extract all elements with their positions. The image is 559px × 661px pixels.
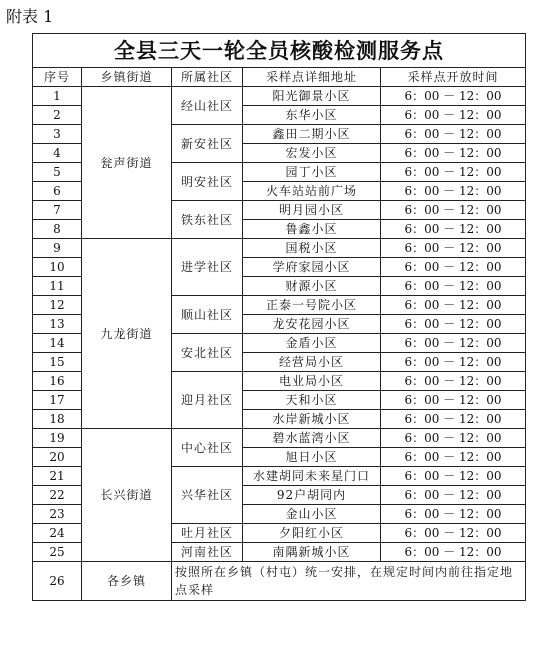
time-cell: 6：00 － 12：00 [381, 410, 526, 429]
table-row [33, 429, 526, 448]
address-cell: 旭日小区 [243, 448, 381, 467]
address-cell: 财源小区 [243, 277, 381, 296]
address-cell: 园丁小区 [243, 163, 381, 182]
header-no: 序号 [33, 68, 82, 87]
time-cell: 6：00 － 12：00 [381, 486, 526, 505]
address-cell: 阳光御景小区 [243, 87, 381, 106]
time-cell: 6：00 － 12：00 [381, 220, 526, 239]
time-cell: 6：00 － 12：00 [381, 429, 526, 448]
annex-label: 附表 1 [6, 7, 54, 26]
time-cell: 6：00 － 12：00 [381, 372, 526, 391]
time-cell: 6：00 － 12：00 [381, 467, 526, 486]
address-cell: 正泰一号院小区 [243, 296, 381, 315]
time-cell: 6：00 － 12：00 [381, 163, 526, 182]
row-number: 24 [33, 524, 82, 543]
row-number: 13 [33, 315, 82, 334]
row-number: 17 [33, 391, 82, 410]
table-row [33, 87, 526, 106]
time-cell: 6：00 － 12：00 [381, 258, 526, 277]
community-cell: 河南社区 [172, 543, 243, 562]
address-cell: 学府家园小区 [243, 258, 381, 277]
community-cell: 新安社区 [172, 125, 243, 163]
time-cell: 6：00 － 12：00 [381, 524, 526, 543]
row-number: 18 [33, 410, 82, 429]
street-cell: 各乡镇 [82, 562, 172, 601]
address-cell: 宏发小区 [243, 144, 381, 163]
row-number: 11 [33, 277, 82, 296]
time-cell: 6：00 － 12：00 [381, 296, 526, 315]
community-cell: 迎月社区 [172, 372, 243, 429]
table-title: 全县三天一轮全员核酸检测服务点 [33, 34, 526, 68]
address-cell: 南隅新城小区 [243, 543, 381, 562]
address-cell: 电业局小区 [243, 372, 381, 391]
table-body [33, 87, 526, 601]
address-cell: 鑫田二期小区 [243, 125, 381, 144]
time-cell: 6：00 － 12：00 [381, 334, 526, 353]
address-cell: 龙安花园小区 [243, 315, 381, 334]
testing-sites-table [32, 33, 526, 601]
row-number: 21 [33, 467, 82, 486]
time-cell: 6：00 － 12：00 [381, 505, 526, 524]
row-number: 26 [33, 562, 82, 601]
address-cell: 水建胡同未来星门口 [243, 467, 381, 486]
row-number: 6 [33, 182, 82, 201]
address-cell: 明月园小区 [243, 201, 381, 220]
community-cell: 中心社区 [172, 429, 243, 467]
row-number: 16 [33, 372, 82, 391]
row-number: 2 [33, 106, 82, 125]
time-cell: 6：00 － 12：00 [381, 277, 526, 296]
time-cell: 6：00 － 12：00 [381, 391, 526, 410]
address-cell: 国税小区 [243, 239, 381, 258]
address-cell: 金盾小区 [243, 334, 381, 353]
time-cell: 6：00 － 12：00 [381, 182, 526, 201]
community-cell: 安北社区 [172, 334, 243, 372]
time-cell: 6：00 － 12：00 [381, 87, 526, 106]
time-cell: 6：00 － 12：00 [381, 106, 526, 125]
address-cell: 东华小区 [243, 106, 381, 125]
row-number: 14 [33, 334, 82, 353]
row-number: 12 [33, 296, 82, 315]
address-cell: 水岸新城小区 [243, 410, 381, 429]
time-cell: 6：00 － 12：00 [381, 144, 526, 163]
time-cell: 6：00 － 12：00 [381, 239, 526, 258]
street-cell: 九龙街道 [82, 239, 172, 429]
address-cell: 92户胡同内 [243, 486, 381, 505]
time-cell: 6：00 － 12：00 [381, 448, 526, 467]
row-number: 20 [33, 448, 82, 467]
row-number: 7 [33, 201, 82, 220]
row-number: 25 [33, 543, 82, 562]
row-number: 10 [33, 258, 82, 277]
header-time: 采样点开放时间 [381, 68, 526, 87]
row-number: 22 [33, 486, 82, 505]
row-number: 23 [33, 505, 82, 524]
row-number: 9 [33, 239, 82, 258]
community-cell: 明安社区 [172, 163, 243, 201]
time-cell: 6：00 － 12：00 [381, 201, 526, 220]
township-note: 按照所在乡镇（村屯）统一安排，在规定时间内前往指定地点采样 [172, 562, 526, 601]
row-number: 5 [33, 163, 82, 182]
address-cell: 鲁鑫小区 [243, 220, 381, 239]
time-cell: 6：00 － 12：00 [381, 125, 526, 144]
community-cell: 兴华社区 [172, 467, 243, 524]
address-cell: 经营局小区 [243, 353, 381, 372]
address-cell: 火车站站前广场 [243, 182, 381, 201]
community-cell: 进学社区 [172, 239, 243, 296]
address-cell: 天和小区 [243, 391, 381, 410]
header-street: 乡镇街道 [82, 68, 172, 87]
table-row-township [33, 562, 526, 601]
community-cell: 顺山社区 [172, 296, 243, 334]
row-number: 15 [33, 353, 82, 372]
community-cell: 吐月社区 [172, 524, 243, 543]
address-cell: 金山小区 [243, 505, 381, 524]
row-number: 1 [33, 87, 82, 106]
row-number: 19 [33, 429, 82, 448]
address-cell: 碧水蓝湾小区 [243, 429, 381, 448]
time-cell: 6：00 － 12：00 [381, 353, 526, 372]
row-number: 4 [33, 144, 82, 163]
time-cell: 6：00 － 12：00 [381, 315, 526, 334]
community-cell: 铁东社区 [172, 201, 243, 239]
street-cell: 长兴街道 [82, 429, 172, 562]
time-cell: 6：00 － 12：00 [381, 543, 526, 562]
row-number: 3 [33, 125, 82, 144]
table-row [33, 239, 526, 258]
header-community: 所属社区 [172, 68, 243, 87]
address-cell: 夕阳红小区 [243, 524, 381, 543]
row-number: 8 [33, 220, 82, 239]
header-address: 采样点详细地址 [243, 68, 381, 87]
street-cell: 瓮声街道 [82, 87, 172, 239]
community-cell: 经山社区 [172, 87, 243, 125]
